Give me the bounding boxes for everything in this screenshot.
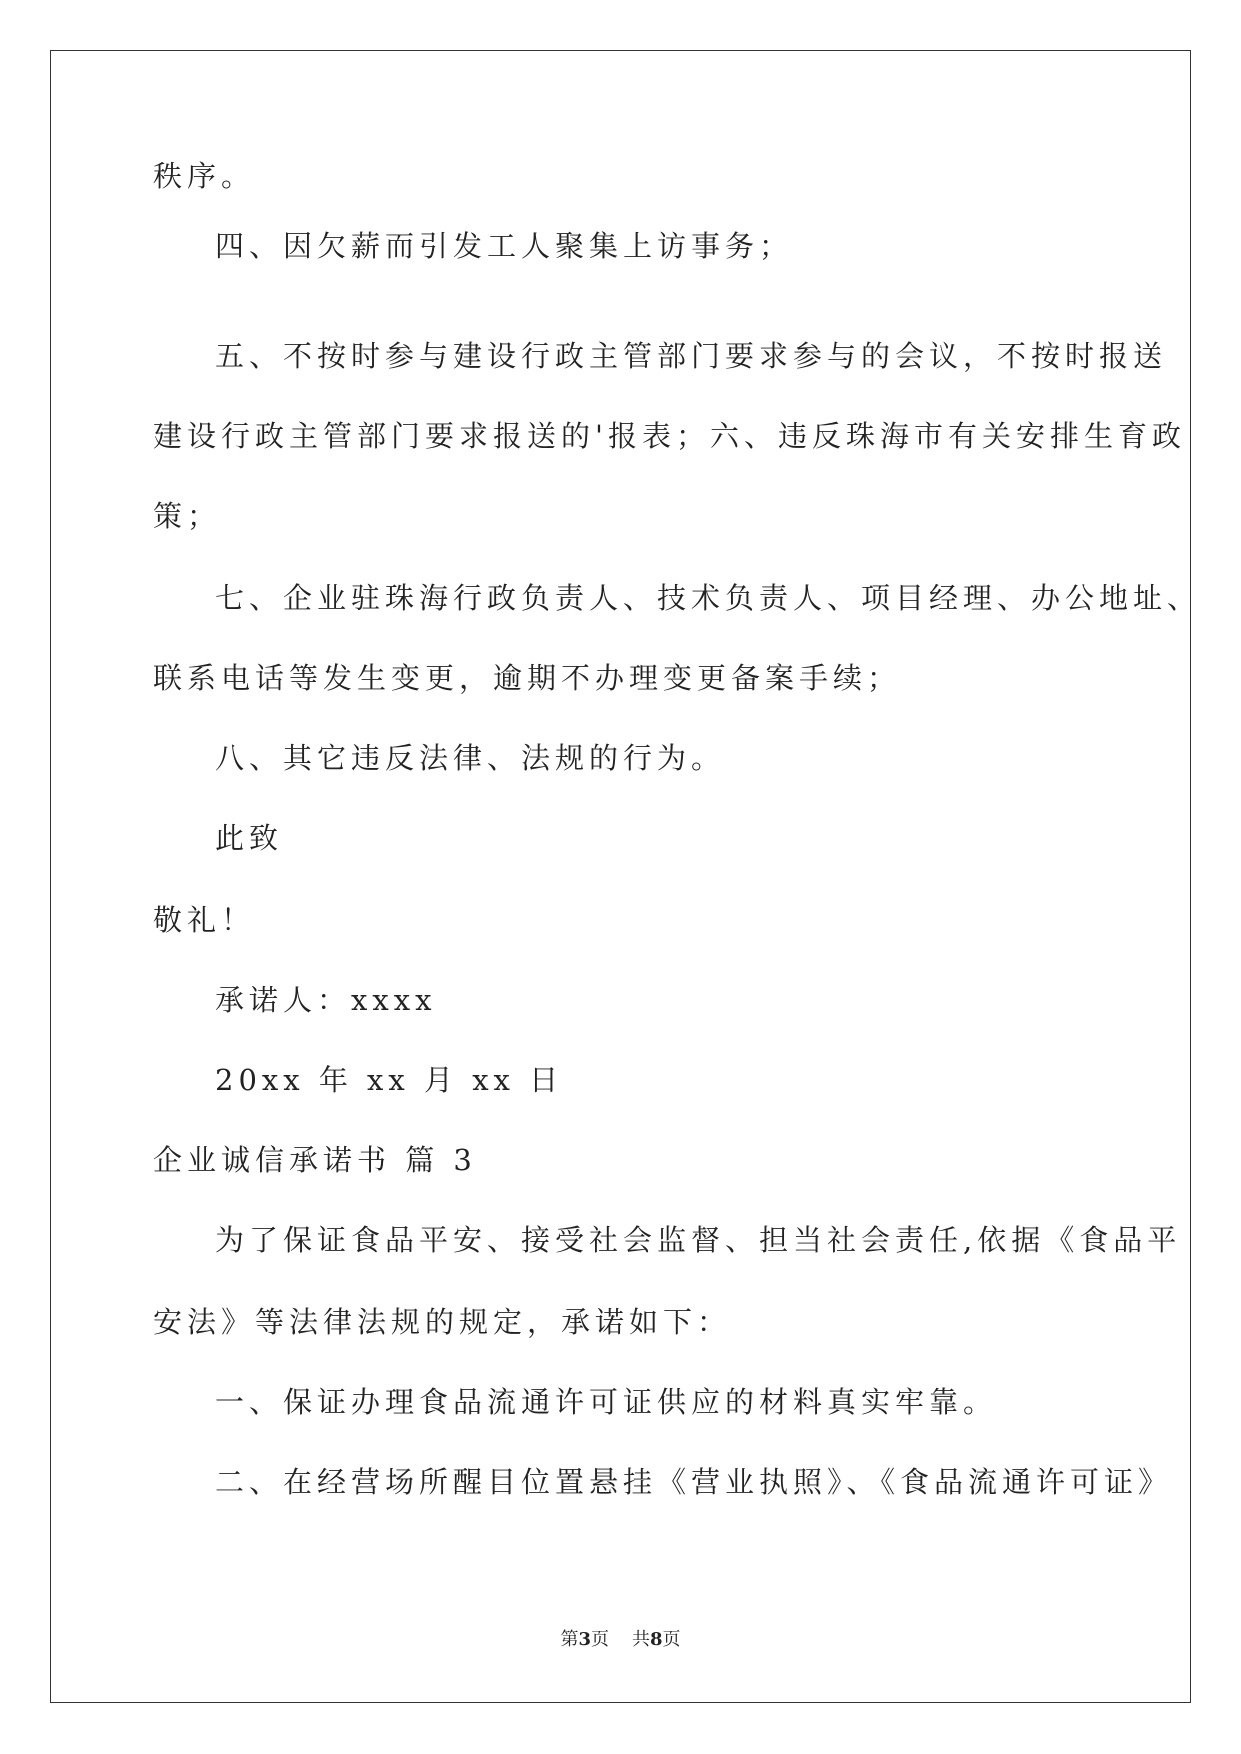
text-line: 四、因欠薪而引发工人聚集上访事务； (215, 229, 794, 263)
text-line: 八、其它违反法律、法规的行为。 (215, 741, 726, 775)
text-line: 秩序。 (153, 159, 256, 193)
text-line: 策； (153, 499, 222, 533)
text-line: 一、保证办理食品流通许可证供应的材料真实牢靠。 (215, 1385, 998, 1419)
page-border (50, 50, 1191, 1703)
text-line: 七、企业驻珠海行政负责人、技术负责人、项目经理、办公地址、 (215, 581, 1202, 615)
text-line: 五、不按时参与建设行政主管部门要求参与的会议，不按时报送 (215, 339, 1168, 373)
footer-total-suffix: 页 (662, 1629, 681, 1650)
footer-page-suffix: 页 (591, 1629, 610, 1650)
text-line: 承诺人：xxxx (215, 983, 437, 1017)
footer-total-prefix: 共 (631, 1629, 650, 1650)
section-heading: 企业诚信承诺书 篇 3 (153, 1143, 477, 1177)
total-page-number: 8 (649, 1629, 663, 1650)
text-line: 20xx 年 xx 月 xx 日 (215, 1063, 564, 1097)
page-footer (0, 1625, 1241, 1651)
current-page-number: 3 (578, 1629, 592, 1650)
text-line: 此致 (215, 821, 284, 855)
text-line: 为了保证食品平安、接受社会监督、担当社会责任,依据《食品平 (215, 1223, 1182, 1257)
text-line: 联系电话等发生变更，逾期不办理变更备案手续； (153, 661, 902, 695)
text-line: 二、在经营场所醒目位置悬挂《营业执照》、《食品流通许可证》 (215, 1465, 1173, 1499)
footer-prefix: 第 (560, 1629, 579, 1650)
text-line: 敬礼！ (153, 903, 256, 937)
text-line: 安法》等法律法规的规定，承诺如下： (153, 1305, 732, 1339)
text-line: 建设行政主管部门要求报送的'报表；六、违反珠海市有关安排生育政 (153, 419, 1186, 453)
